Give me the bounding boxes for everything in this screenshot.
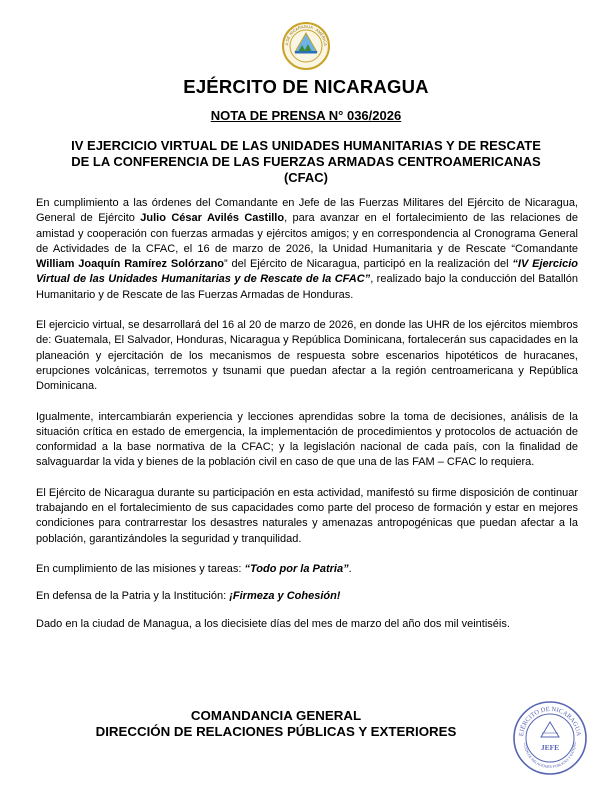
paragraph-intro: En cumplimiento a las órdenes del Comandante en Jefe de las Fuerzas Militares del Ejército de Nicaragua, General de Ejército Julio César Avilés Castillo, para avanzar en el fortalecimiento de las relaciones de amistad y cooperación con fuerzas armadas y ejércitos amigos; y en correspondencia al Cronograma General de Actividades de la CFAC, el 16 de marzo de 2026, la Unidad Humanitaria y de Rescate “Comandante William Joaquín Ramírez Solórzano” del Ejército de Nicaragua, participó en la realización del “IV Ejercicio Virtual de las Unidades Humanitarias y de Rescate de la CFAC”, realizado bajo la conducción del Batallón Humanitario y de Rescate de las Fuerzas Armadas de Honduras. bbox=[36, 197, 578, 301]
paragraph-commitment: El Ejército de Nicaragua durante su participación en esta actividad, manifestó su firme disposición de continuar trabajando en el fortalecimiento de sus capacidades como parte del proceso de formación y estar en mejores condiciones para contrarrestar los desastres naturales y amenazas antropogénicas que puedan afectar a la población, garantizándoles la seguridad y tranquilidad. bbox=[36, 486, 578, 545]
org-title: EJÉRCITO DE NICARAGUA bbox=[183, 76, 429, 97]
signature-block bbox=[80, 708, 472, 740]
press-release-number: NOTA DE PRENSA N° 036/2026 bbox=[210, 108, 402, 123]
signature-line: COMANDANCIA GENERAL bbox=[190, 708, 362, 723]
paragraph-exchange: Igualmente, intercambiarán experiencia y lecciones aprendidas sobre la toma de decisiones, análisis de la situación crítica en estado de emergencia, la implementación de procedimientos y protocolos de actuación de conformidad a la base normativa de la CFAC; y la legislación nacional de cada país, con la finalidad de salvaguardar la vida y bienes de la población civil en caso de que una de las FAM – CFAC lo requiera. bbox=[36, 410, 578, 469]
emblem-ring-text: A DE NICARAGUA · AMÉRICA bbox=[283, 23, 329, 46]
article-body bbox=[36, 196, 578, 647]
signature-line: DIRECCIÓN DE RELACIONES PÚBLICAS Y EXTERIORES bbox=[95, 724, 457, 739]
event-name: “IV Ejercicio Virtual de las Unidades Humanitarias y de Rescate de la CFAC” bbox=[36, 258, 578, 286]
headline-line: DE LA CONFERENCIA DE LAS FUERZAS ARMADAS CENTROAMERICANAS bbox=[71, 154, 541, 169]
svg-text:JEFE: JEFE bbox=[540, 743, 560, 752]
headline-line: IV EJERCICIO VIRTUAL DE LAS UNIDADES HUMANITARIAS Y DE RESCATE bbox=[71, 138, 541, 153]
headline-line: (CFAC) bbox=[283, 170, 329, 185]
motto-defense: En defensa de la Patria y la Institución: ¡Firmeza y Cohesión! bbox=[36, 590, 341, 603]
official-seal-stamp-icon bbox=[512, 700, 588, 776]
nicaragua-coat-of-arms-icon bbox=[281, 21, 331, 71]
closing-date: Dado en la ciudad de Managua, a los diecisiete días del mes de marzo del año dos mil veintiséis. bbox=[36, 617, 510, 630]
paragraph-exercise: El ejercicio virtual, se desarrollará del 16 al 20 de marzo de 2026, en donde las UHR de los ejércitos miembros de: Guatemala, El Salvador, Honduras, Nicaragua y República Dominicana, fortalecerán sus capacidades en la planeación y ejercitación de los mecanismos de respuesta sobre escenarios hipotéticos de huracanes, erupciones volcánicas, terremotos y tsunami que puedan afectar a la región centroamericana y República Dominicana. bbox=[36, 319, 578, 393]
svg-text:EJÉRCITO DE NICARAGUA: EJÉRCITO DE NICARAGUA bbox=[518, 705, 582, 737]
unit-namesake: William Joaquín Ramírez Solórzano bbox=[36, 258, 225, 271]
svg-text:DIRECCIÓN DE RELACIONES PÚBLIC: CCIÓN DE RELACIONES PÚBLICAS Y EXTERIO bbox=[522, 741, 578, 770]
commander-name: Julio César Avilés Castillo bbox=[140, 212, 285, 225]
motto-mission: En cumplimiento de las misiones y tareas: “Todo por la Patria”. bbox=[36, 562, 352, 575]
headline bbox=[40, 138, 572, 186]
